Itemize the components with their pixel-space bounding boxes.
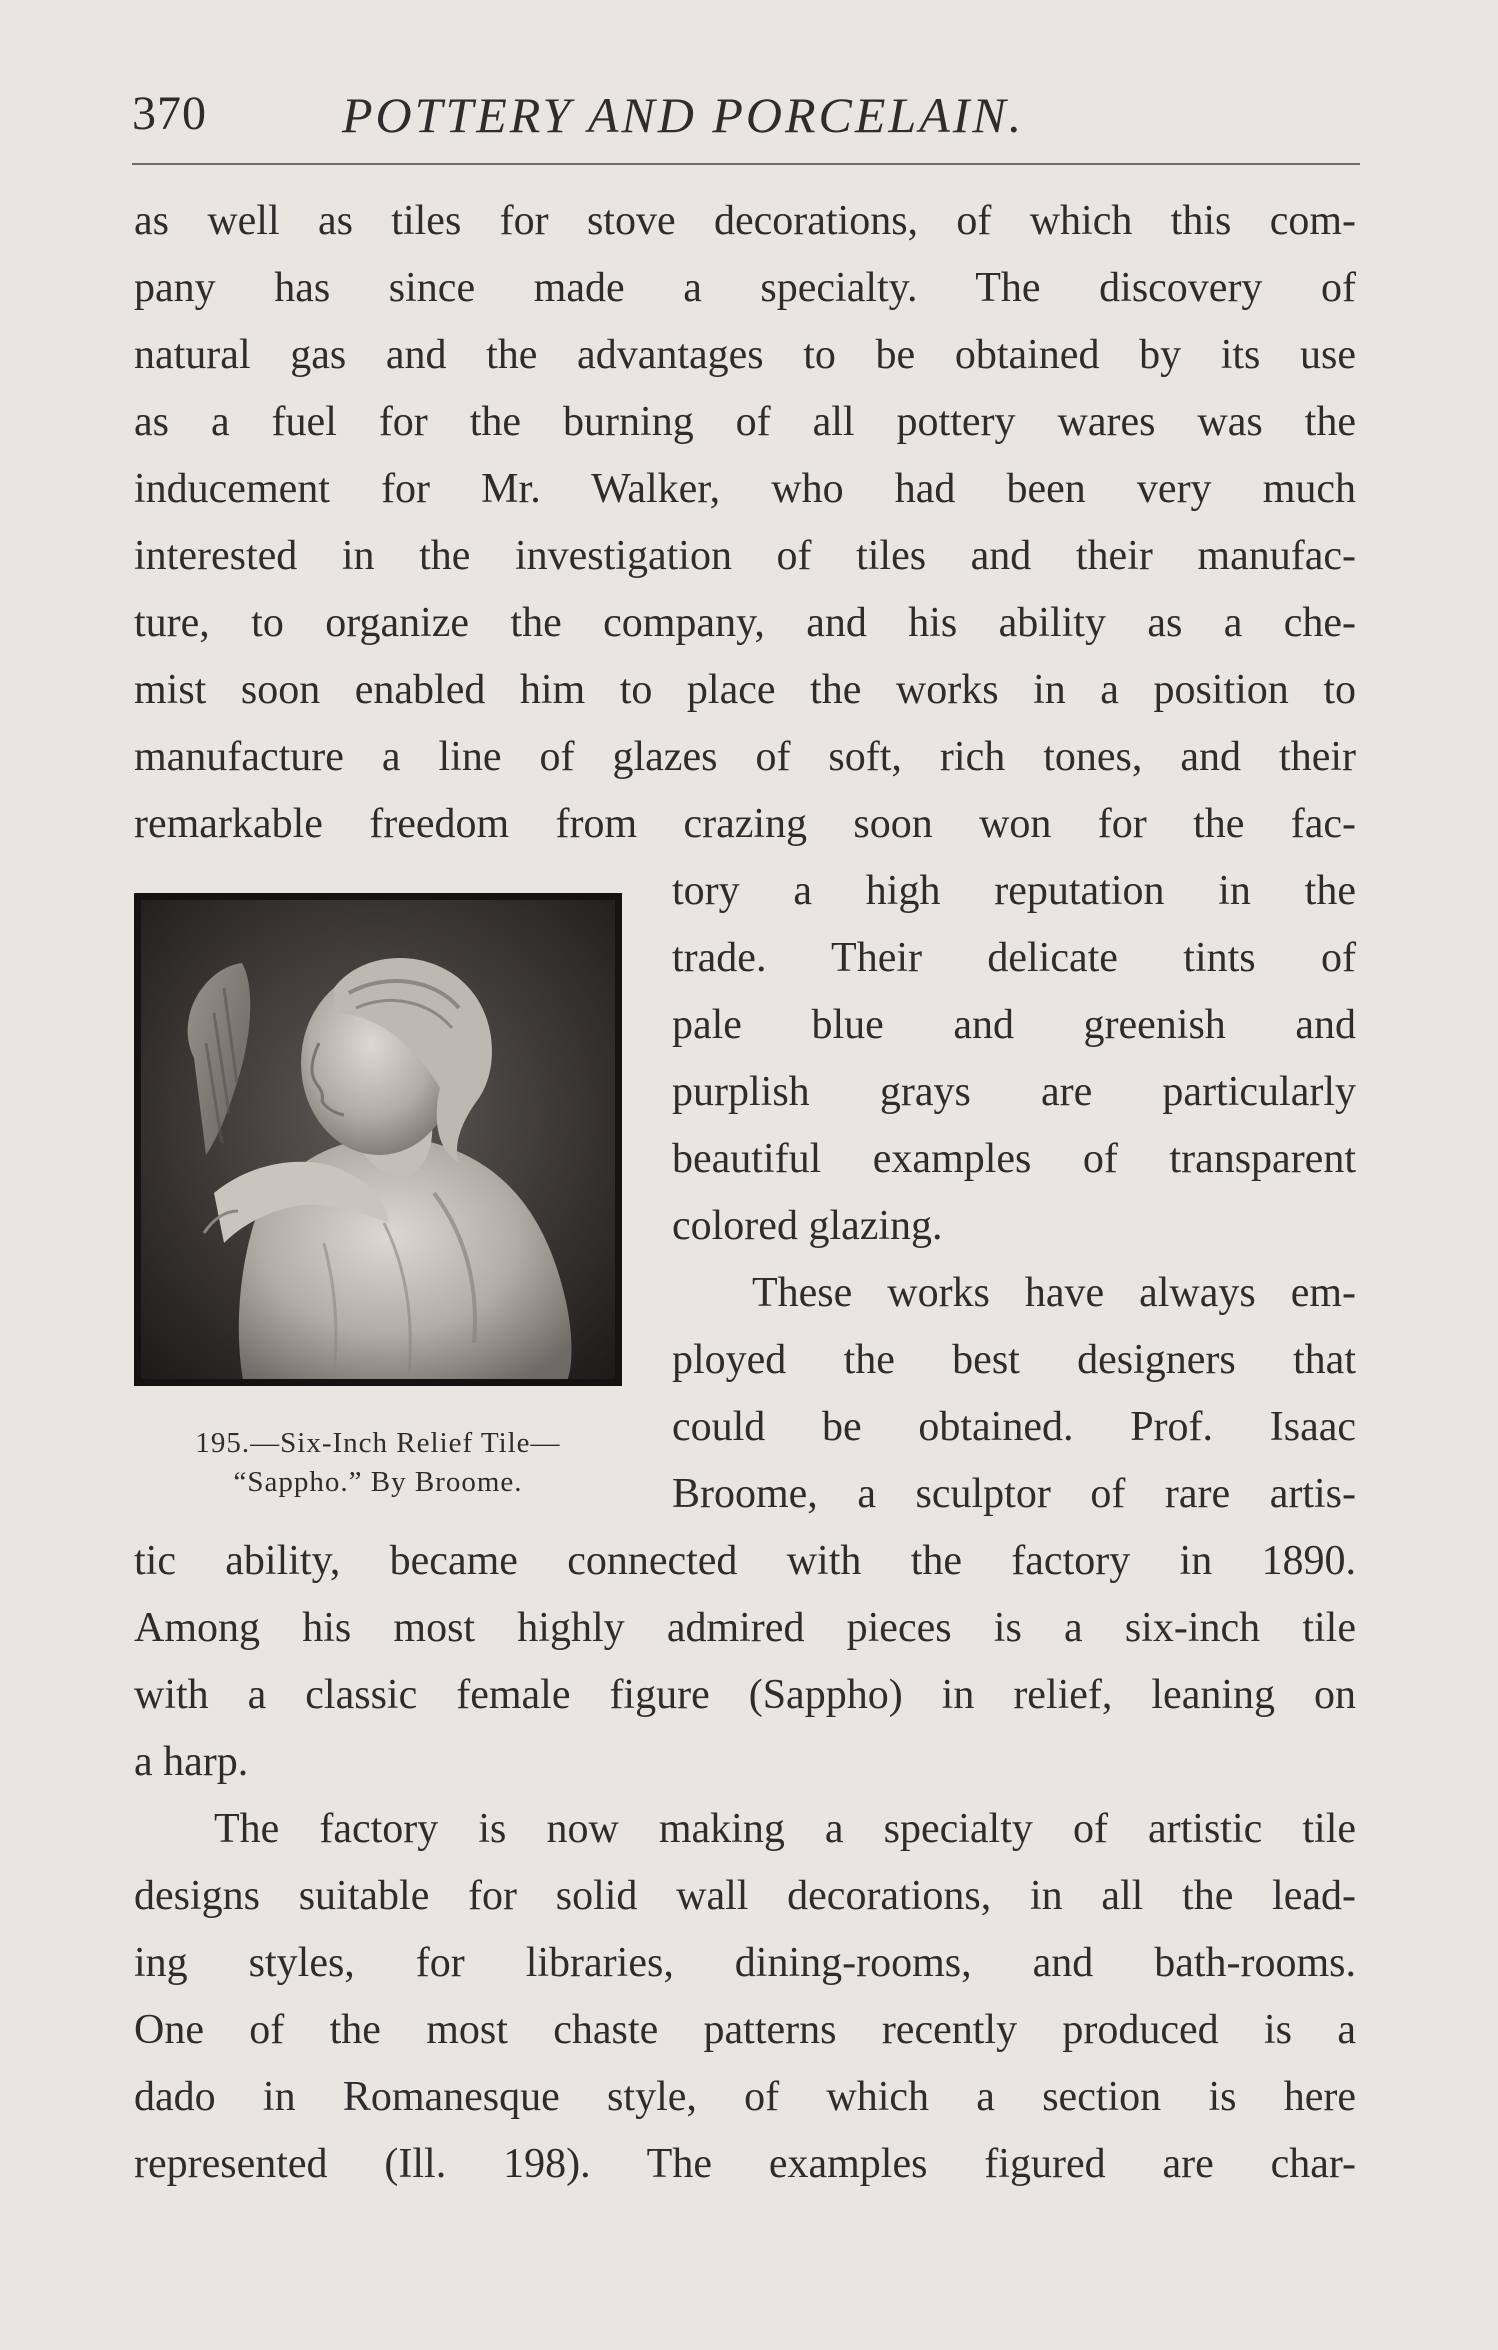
text-line: pany has since made a specialty. The discovery of	[134, 265, 1356, 311]
text-line: trade. Their delicate tints of	[672, 935, 1356, 981]
text-line: interested in the investigation of tiles and their manufac-	[134, 533, 1356, 579]
text-line: as a fuel for the burning of all pottery wares was the	[134, 399, 1356, 445]
text-line: as well as tiles for stove decorations, of which this com-	[134, 198, 1356, 244]
figure-caption	[134, 1424, 622, 1502]
text-line: pale blue and greenish and	[672, 1002, 1356, 1048]
text-line: inducement for Mr. Walker, who had been very much	[134, 466, 1356, 512]
text-line: could be obtained. Prof. Isaac	[672, 1404, 1356, 1450]
text-line: with a classic female figure (Sappho) in relief, leaning on	[134, 1672, 1356, 1718]
text-line: manufacture a line of glazes of soft, rich tones, and their	[134, 734, 1356, 780]
text-line: ing styles, for libraries, dining-rooms, and bath-rooms.	[134, 1940, 1356, 1986]
text-line: a harp.	[134, 1739, 249, 1785]
text-line: dado in Romanesque style, of which a section is here	[134, 2074, 1356, 2120]
text-line: designs suitable for solid wall decorations, in all the lead-	[134, 1873, 1356, 1919]
header-rule	[132, 163, 1360, 165]
text-line: natural gas and the advantages to be obtained by its use	[134, 332, 1356, 378]
text-line: colored glazing.	[672, 1203, 943, 1249]
text-line: ture, to organize the company, and his ability as a che-	[134, 600, 1356, 646]
text-line: The factory is now making a specialty of artistic tile	[214, 1806, 1356, 1852]
text-line: beautiful examples of transparent	[672, 1136, 1356, 1182]
text-line: tic ability, became connected with the factory in 1890.	[134, 1538, 1356, 1584]
caption-line: 195.—Six-Inch Relief Tile—	[195, 1427, 561, 1459]
relief-tile-illustration	[134, 893, 622, 1386]
text-line: tory a high reputation in the	[672, 868, 1356, 914]
text-line: represented (Ill. 198). The examples figured are char-	[134, 2141, 1356, 2187]
sappho-relief-tile-image	[134, 893, 622, 1386]
text-line: One of the most chaste patterns recently produced is a	[134, 2007, 1356, 2053]
text-line: Broome, a sculptor of rare artis-	[672, 1471, 1356, 1517]
text-line: Among his most highly admired pieces is a six-inch tile	[134, 1605, 1356, 1651]
caption-line: “Sappho.” By Broome.	[233, 1466, 523, 1499]
text-line: purplish grays are particularly	[672, 1069, 1356, 1115]
text-line: mist soon enabled him to place the works in a position to	[134, 667, 1356, 713]
page-number: 370	[132, 87, 207, 140]
running-head	[132, 80, 1360, 160]
text-line: These works have always em-	[752, 1270, 1356, 1316]
running-title: POTTERY AND PORCELAIN.	[342, 87, 1025, 143]
text-line: ployed the best designers that	[672, 1337, 1356, 1383]
text-line: remarkable freedom from crazing soon won for the fac-	[134, 801, 1356, 847]
